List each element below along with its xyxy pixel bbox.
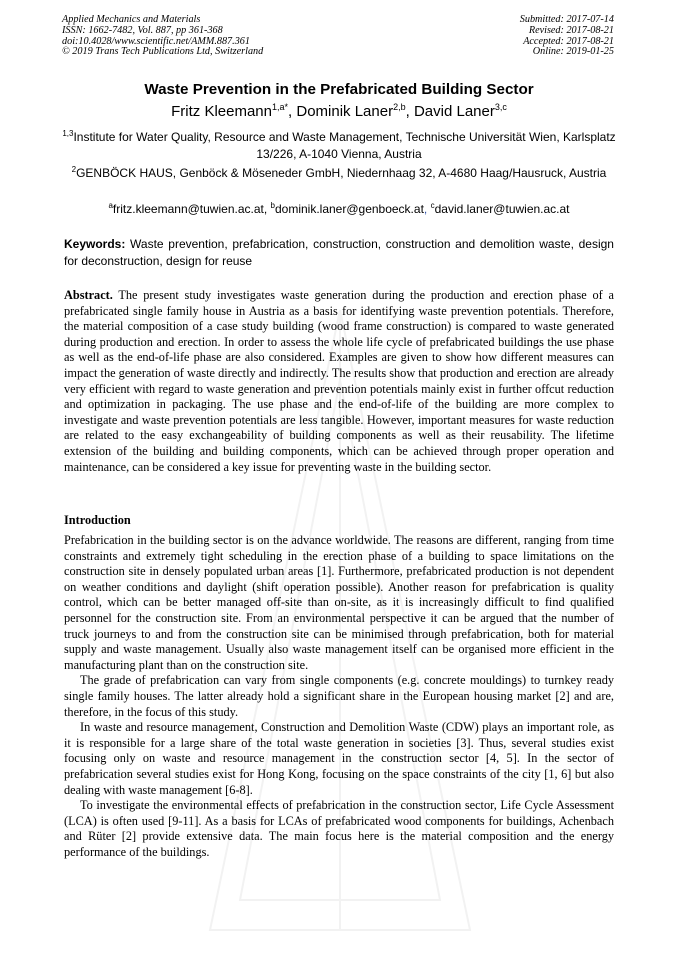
paragraph: In waste and resource management, Construction and Demolition Waste (CDW) plays an important role, as it is responsible for a large share of the total waste generation in societies [3]. Thus, several studies exist focusing only on waste and resource management in the construction sector [4, 5]. In the sector of prefabrication several studies exist for Hong Kong, focusing on the space constraints of the city [1, 6] but also dealing with waste management [6-8]. [64, 720, 614, 797]
email-address[interactable]: david.laner@tuwien.ac.at [434, 202, 570, 216]
email-list: $^a$fritz.kleemann@tuwien.ac.at, $^b$dominik.laner@genboeck.at, $^c$david.laner@tuwien.ac.at [108, 201, 570, 216]
affiliation: $^{1,3}$Institute for Water Quality, Resource and Waste Management, Technische Universität Wien, Karlsplatz 13/226, A-1040 Vienna, Austria [62, 129, 616, 161]
copyright-line: © 2019 Trans Tech Publications Ltd, Switzerland [62, 46, 264, 58]
author-list: Fritz Kleemann$^{1,a*}$, Dominik Laner$^{2,b}$, David Laner$^{3,c}$ [171, 102, 507, 120]
abstract-label: Abstract. [64, 288, 113, 302]
abstract [64, 288, 614, 475]
paragraph: The grade of prefabrication can vary from single components (e.g. concrete mouldings) to turnkey ready single family houses. The latter already hold a significant share in the European housing market [2] and are, therefore, in the focus of this study. [64, 673, 614, 719]
paragraph: Prefabrication in the building sector is on the advance worldwide. The reasons are different, ranging from time constraints and extremely tight scheduling in the erection phase of a building to space limitations on the construction site in densely populated urban areas [1]. Furthermore, prefabricated production is not dependent on weather conditions and daylight (shift operation possible). Another reason for prefabrication is quality control, which can be better managed off-site than on-site, as it is increasingly difficult to find qualified personnel for the construction site. From an environmental perspective it can be argued that the number of truck journeys to and from the construction site can be minimised through prefabrication, both for material supply and waste management. Usually also waste management itself can be organised more efficient in the manufacturing plant than on the construction site. [64, 533, 614, 672]
journal-name: Applied Mechanics and Materials [62, 14, 201, 25]
author-name: David Laner [413, 103, 495, 120]
email-address[interactable]: fritz.kleemann@tuwien.ac.at [112, 202, 264, 216]
section-heading: Introduction [64, 513, 131, 527]
submitted-date: Submitted: 2017-07-14 [519, 14, 614, 25]
author-affiliation-mark: 3,c [494, 102, 507, 112]
author-affiliation-mark: 1,a* [272, 102, 289, 112]
accepted-date: Accepted: 2017-08-21 [523, 35, 614, 47]
introduction-body [64, 533, 614, 860]
journal-info [62, 15, 263, 58]
revised-date: Revised: 2017-08-21 [528, 24, 614, 36]
author-name: Fritz Kleemann [171, 103, 272, 120]
paragraph: To investigate the environmental effects of prefabrication in the construction sector, Life Cycle Assessment (LCA) is often used [9-11]. As a basis for LCAs of prefabricated wood components for buildings, Achenbach and Rüter [2] provide extensive data. The main focus here is the material composition and the energy performance of the buildings. [64, 798, 614, 859]
online-date: Online: 2019-01-25 [532, 46, 614, 58]
publication-dates [520, 15, 614, 58]
keywords [64, 236, 614, 269]
email-address[interactable]: dominik.laner@genboeck.at [274, 202, 424, 216]
keywords-text: Waste prevention, prefabrication, construction, construction and demolition waste, design for deconstruction, design for reuse [64, 237, 614, 268]
abstract-text: The present study investigates waste generation during the production and erection phase of a prefabricated single family house in Austria as a basis for identifying waste prevention potentials. Therefore, the material composition of a case study building (wood frame construction) is compared to waste generated during production and erection. In order to assess the whole life cycle of prefabricated buildings the use phase as well as the end-of-life phase are also considered. Examples are given to show how different measures can impact the generation of waste directly and indirectly. The results show that production and erection are already very efficient with regard to waste generation and prevention potentials mainly exist in further offcut reduction and optimization in packaging. The use phase and the end-of-life of the building are more complex to investigate and waste prevention potentials are less tangible. However, important measures for waste reduction are related to the easy exchangeability of building components as well as their reusability. The lifetime extension of the building and building components, which can be achieved through proper operation and maintenance, can be considered a key issue for preventing waste in the building sector. [64, 288, 614, 474]
keywords-label: Keywords: [64, 237, 126, 251]
doi-line: doi:10.4028/www.scientific.net/AMM.887.361 [62, 35, 250, 47]
author-affiliation-mark: 2,b [393, 102, 406, 112]
author-name: Dominik Laner [296, 103, 394, 120]
issn-line: ISSN: 1662-7482, Vol. 887, pp 361-368 [62, 24, 223, 36]
paper-title: Waste Prevention in the Prefabricated Building Sector [144, 81, 534, 98]
affiliation: $^2$GENBÖCK HAUS, Genböck & Möseneder GmbH, Niedernhaag 32, A-4680 Haag/Hausruck, Austria [71, 165, 607, 180]
